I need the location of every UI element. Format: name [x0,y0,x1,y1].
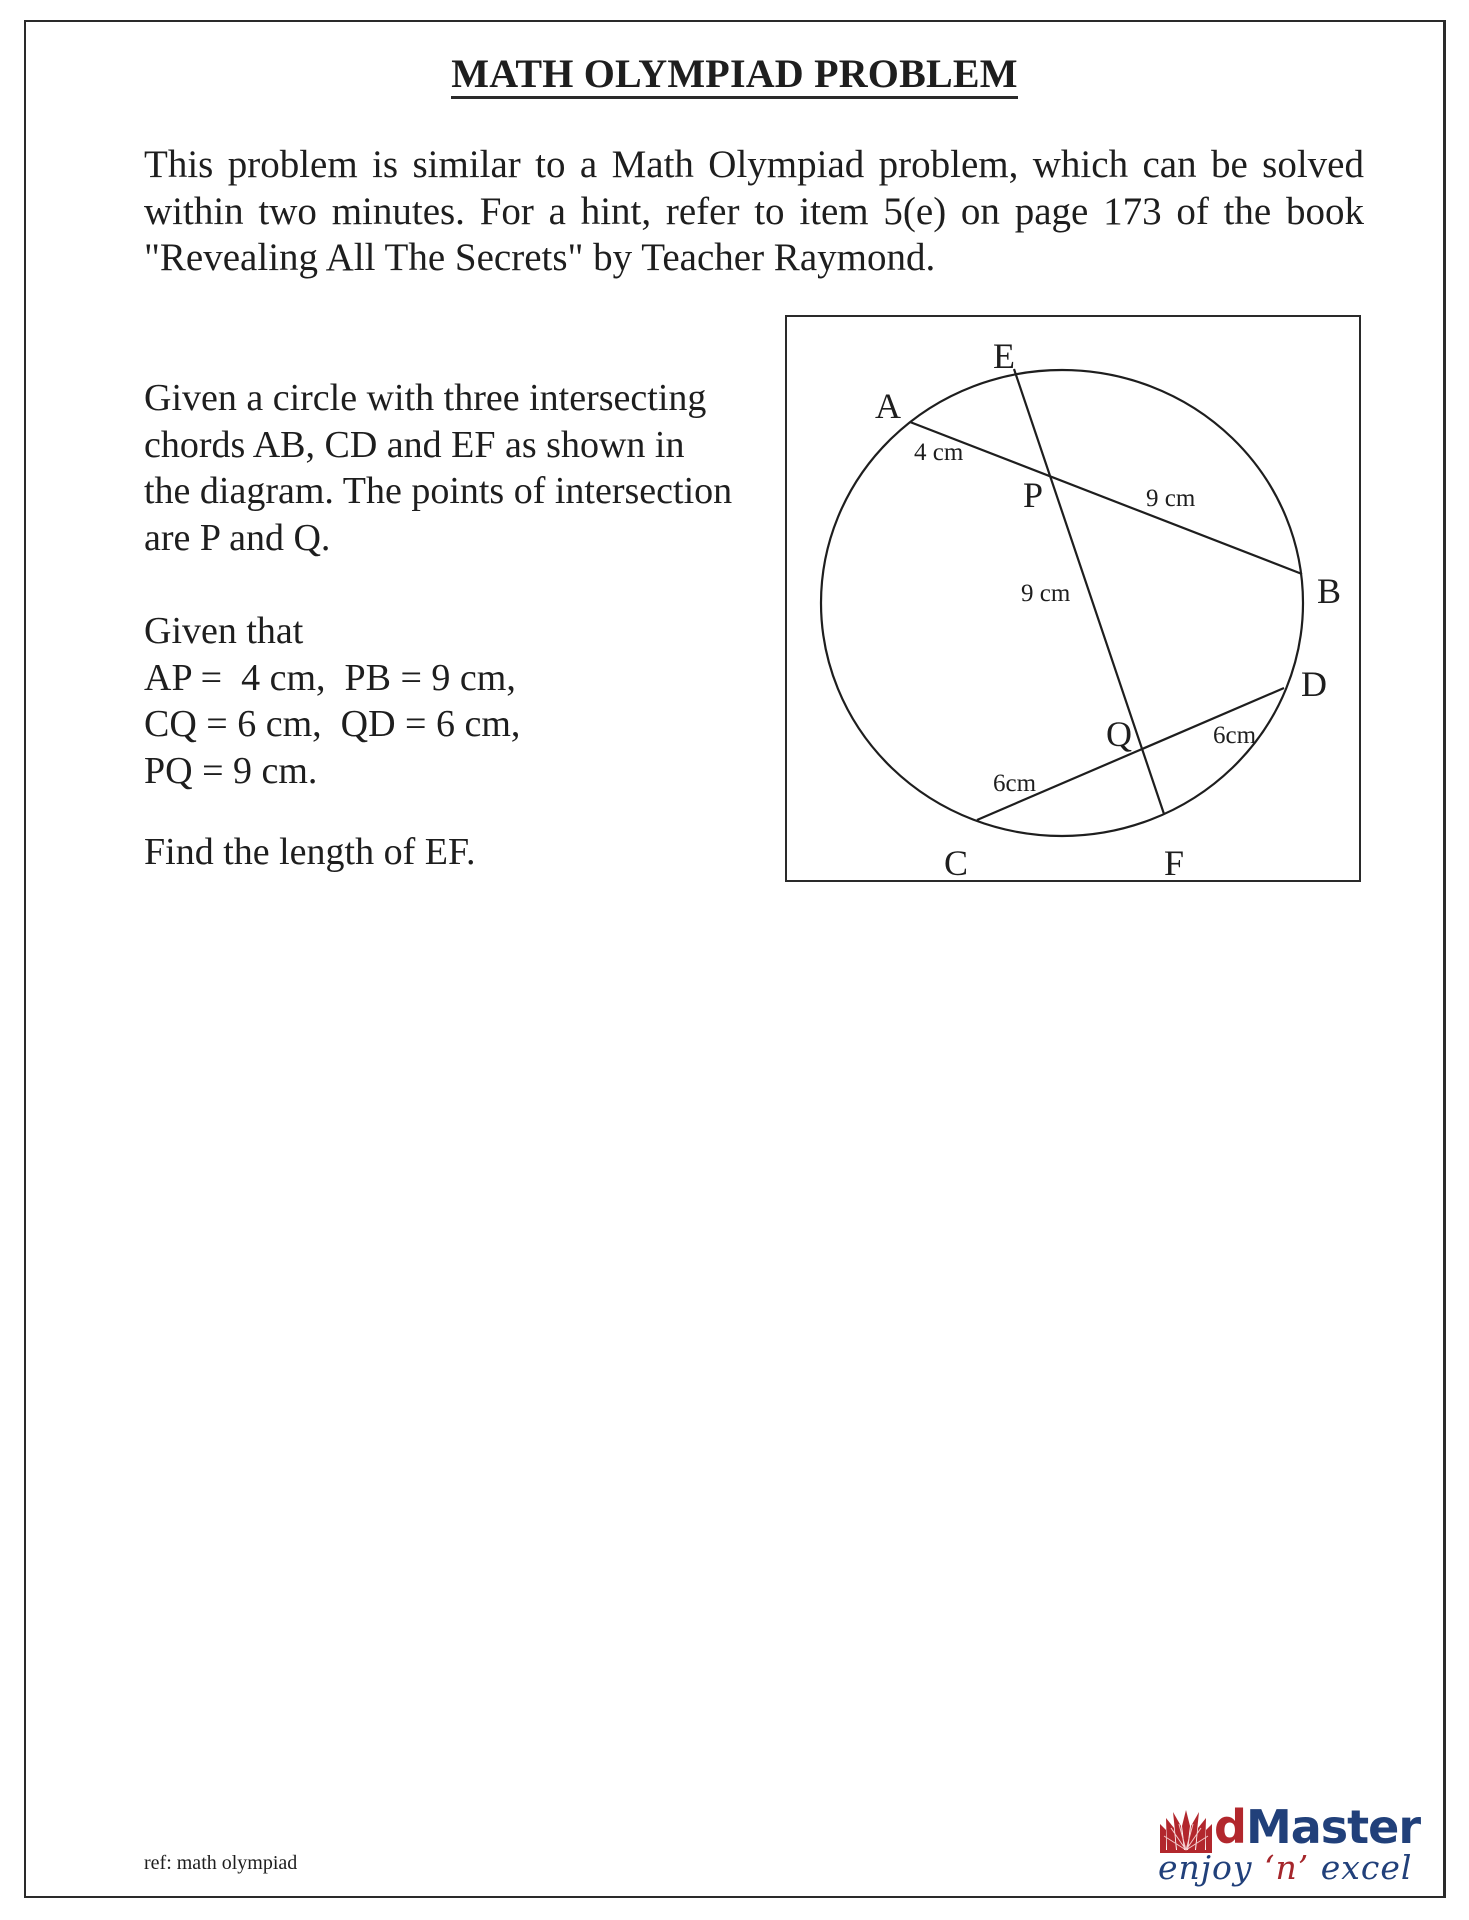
description-line: chords AB, CD and EF as shown in [144,423,685,466]
label-f: F [1164,843,1185,883]
label-d: D [1301,664,1327,704]
length-qd: 6cm [1213,722,1257,749]
intro-paragraph [144,142,1364,282]
logo-brand-d: d [1214,1800,1246,1854]
label-e: E [993,336,1015,376]
label-q: Q [1106,714,1132,754]
logo-brand [1214,1802,1420,1852]
intro-line: "Revealing All The Secrets" by Teacher Raymond. [144,236,936,279]
dmaster-logo [1156,1800,1426,1887]
circle-diagram [785,315,1361,882]
reference-note: ref: math olympiad [144,1852,298,1874]
tagline-enjoy: enjoy [1158,1848,1265,1887]
intro-line: This problem is similar to a Math Olympiad problem, which can be solved [144,143,1364,186]
intro-line: within two minutes. For a hint, refer to item 5(e) on page 173 of the book [144,189,1364,233]
given-line: PQ = 9 cm. [144,749,318,792]
logo-tagline [1158,1848,1412,1888]
length-pq: 9 cm [1021,580,1071,607]
given-values [144,608,520,794]
problem-description [144,375,732,561]
given-line: Given that [144,610,304,652]
given-line: AP = 4 cm, PB = 9 cm, [144,656,516,699]
page-border [24,20,1446,1898]
question: Find the length of EF. [144,831,476,873]
tagline-n: ‘n’ [1264,1848,1310,1887]
length-ap: 4 cm [914,439,964,466]
description-line: are P and Q. [144,516,331,559]
logo-brand-master: Master [1245,1800,1421,1854]
page-title [0,50,1469,99]
chord-ab [910,422,1302,574]
description-line: the diagram. The points of intersection [144,470,733,512]
given-line: CQ = 6 cm, QD = 6 cm, [144,703,521,745]
label-p: P [1023,475,1044,515]
length-pb: 9 cm [1146,485,1196,512]
tagline-excel: excel [1309,1848,1413,1887]
page-title-text: MATH OLYMPIAD PROBLEM [451,52,1017,99]
circle-diagram-svg [785,315,1361,882]
length-cq: 6cm [993,770,1037,797]
description-line: Given a circle with three intersecting [144,377,707,419]
label-c: C [944,843,969,883]
label-b: B [1317,571,1342,611]
label-a: A [875,386,901,426]
